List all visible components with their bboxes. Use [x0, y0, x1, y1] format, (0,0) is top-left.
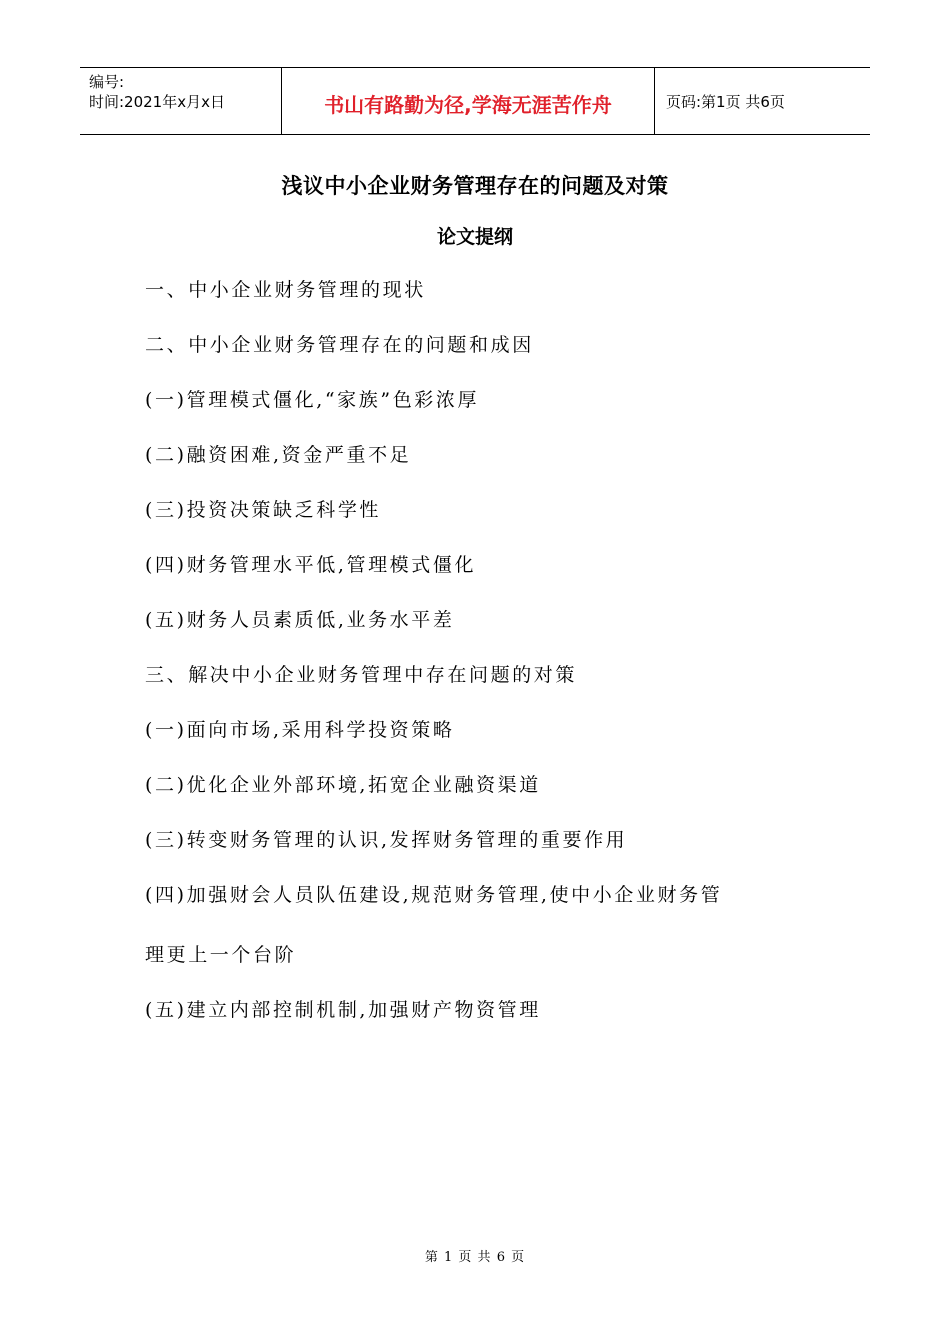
outline-item: (四)加强财会人员队伍建设,规范财务管理,使中小企业财务管	[145, 884, 723, 906]
document-title: 浅议中小企业财务管理存在的问题及对策	[281, 174, 669, 198]
header-page-info: 页码:第1页 共6页	[666, 92, 785, 111]
header-motto: 书山有路勤为径,学海无涯苦作舟	[282, 68, 655, 134]
document-number-label: 编号:	[89, 73, 125, 91]
outline-item: (四)财务管理水平低,管理模式僵化	[145, 554, 477, 576]
page-footer: 第 1 页 共 6 页	[424, 1250, 526, 1265]
outline-item: (三)投资决策缺乏科学性	[145, 499, 382, 521]
outline-item-continuation: 理更上一个台阶	[145, 944, 297, 966]
outline-item: (一)面向市场,采用科学投资策略	[145, 719, 455, 741]
outline-item: (五)财务人员素质低,业务水平差	[145, 609, 455, 631]
header-meta	[80, 68, 282, 134]
outline-item: 三、解决中小企业财务管理中存在问题的对策	[145, 664, 578, 686]
outline-item: (三)转变财务管理的认识,发挥财务管理的重要作用	[145, 829, 628, 851]
outline-list	[145, 275, 825, 1050]
document-time-label: 时间:2021年x月x日	[89, 93, 225, 111]
outline-item: (二)融资困难,资金严重不足	[145, 444, 412, 466]
outline-item: (一)管理模式僵化,“家族”色彩浓厚	[145, 389, 480, 411]
outline-item: (二)优化企业外部环境,拓宽企业融资渠道	[145, 774, 541, 796]
document-subtitle: 论文提纲	[436, 226, 513, 248]
outline-item: 二、中小企业财务管理存在的问题和成因	[145, 334, 534, 356]
page-header	[80, 67, 870, 135]
outline-item: 一、中小企业财务管理的现状	[145, 279, 426, 301]
outline-item: (五)建立内部控制机制,加强财产物资管理	[145, 999, 541, 1021]
